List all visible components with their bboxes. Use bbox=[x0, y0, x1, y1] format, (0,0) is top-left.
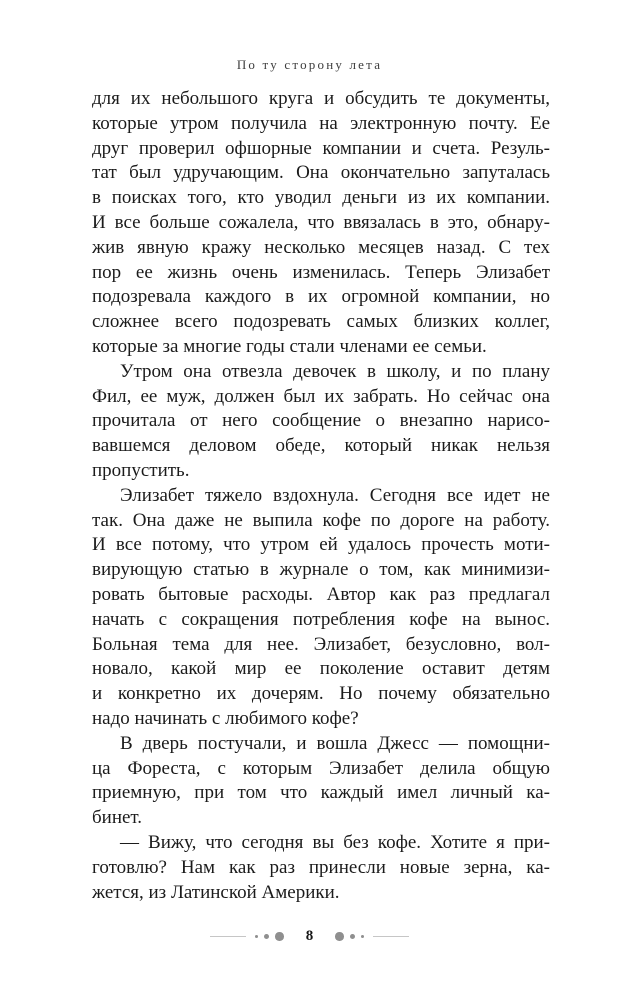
text-line: начать с сокращения потребления кофе на вынос. bbox=[92, 608, 550, 630]
text-line: жив явную кражу несколько месяцев назад. С тех bbox=[92, 236, 550, 258]
text-line: сложнее всего подозревать самых близких коллег, bbox=[92, 311, 550, 333]
text-line: в поисках того, кто уводил деньги из их компании. bbox=[92, 187, 550, 209]
text-line: надо начинать с любимого кофе? bbox=[92, 707, 359, 729]
text-line: ровать бытовые расходы. Автор как раз предлагал bbox=[92, 583, 550, 605]
paragraph bbox=[92, 360, 550, 484]
footer-right-dots bbox=[335, 932, 364, 941]
paragraph bbox=[92, 484, 550, 732]
text-line: — Вижу, что сегодня вы без кофе. Хотите я при- bbox=[120, 831, 550, 853]
dot-icon bbox=[275, 932, 284, 941]
text-line: Больная тема для нее. Элизабет, безусловно, вол- bbox=[92, 633, 550, 655]
text-line: В дверь постучали, и вошла Джесс — помощни- bbox=[120, 732, 550, 754]
text-line: и конкретно их дочерям. Но почему обязательно bbox=[92, 683, 550, 705]
paragraph bbox=[92, 87, 550, 360]
text-line: готовлю? Нам как раз принесли новые зерна, ка- bbox=[92, 856, 550, 878]
text-line: приемную, при том что каждый имел личный ка- bbox=[92, 782, 550, 804]
page-text bbox=[92, 87, 550, 905]
text-line: Фил, ее муж, должен был их забрать. Но сейчас она bbox=[92, 385, 550, 407]
dot-icon bbox=[264, 934, 270, 940]
text-line: вирующую статью в журнале о том, как минимизи- bbox=[92, 559, 550, 581]
text-line: Элизабет тяжело вздохнула. Сегодня все идет не bbox=[120, 484, 550, 506]
text-line: которые за многие годы стали членами ее семьи. bbox=[92, 335, 487, 357]
text-line: для их небольшого круга и обсудить те документы, bbox=[92, 88, 550, 109]
dot-icon bbox=[350, 934, 356, 940]
text-line: жется, из Латинской Америки. bbox=[92, 881, 340, 903]
footer-left-rule bbox=[210, 936, 246, 937]
text-line: подозревала каждого в их огромной компании, но bbox=[92, 286, 550, 308]
text-line: новало, какой мир ее поколение оставит детям bbox=[92, 658, 550, 680]
text-line: ца Фореста, с которым Элизабет делила общую bbox=[92, 757, 550, 779]
paragraph bbox=[92, 732, 550, 831]
text-line: тат был удручающим. Она окончательно запуталась bbox=[92, 162, 550, 184]
text-line: И все потому, что утром ей удалось прочесть моти- bbox=[92, 534, 550, 556]
text-line: которые утром получила на электронную почту. Ее bbox=[92, 112, 550, 134]
text-line: пор ее жизнь очень изменилась. Теперь Элизабет bbox=[92, 261, 550, 283]
text-line: И все больше сожалела, что ввязалась в это, обнару- bbox=[92, 211, 550, 233]
dot-icon bbox=[361, 935, 364, 938]
page-footer bbox=[0, 929, 619, 944]
text-line: друг проверил офшорные компании и счета. Резуль- bbox=[92, 137, 550, 159]
text-line: бинет. bbox=[92, 807, 143, 829]
text-line: прочитала от него сообщение о внезапно нарисо- bbox=[92, 410, 550, 432]
text-line: пропустить. bbox=[92, 459, 190, 481]
text-line: Утром она отвезла девочек в школу, и по плану bbox=[120, 360, 550, 382]
footer-left-dots bbox=[255, 932, 284, 941]
text-line: вавшемся деловом обеде, который никак нельзя bbox=[92, 435, 550, 457]
footer-right-rule bbox=[373, 936, 409, 937]
text-line: так. Она даже не выпила кофе по дороге на работу. bbox=[92, 509, 550, 531]
paragraph bbox=[92, 831, 550, 905]
dot-icon bbox=[255, 935, 258, 938]
running-title: По ту сторону лета bbox=[236, 57, 383, 72]
page-number: 8 bbox=[305, 928, 314, 944]
dot-icon bbox=[335, 932, 344, 941]
